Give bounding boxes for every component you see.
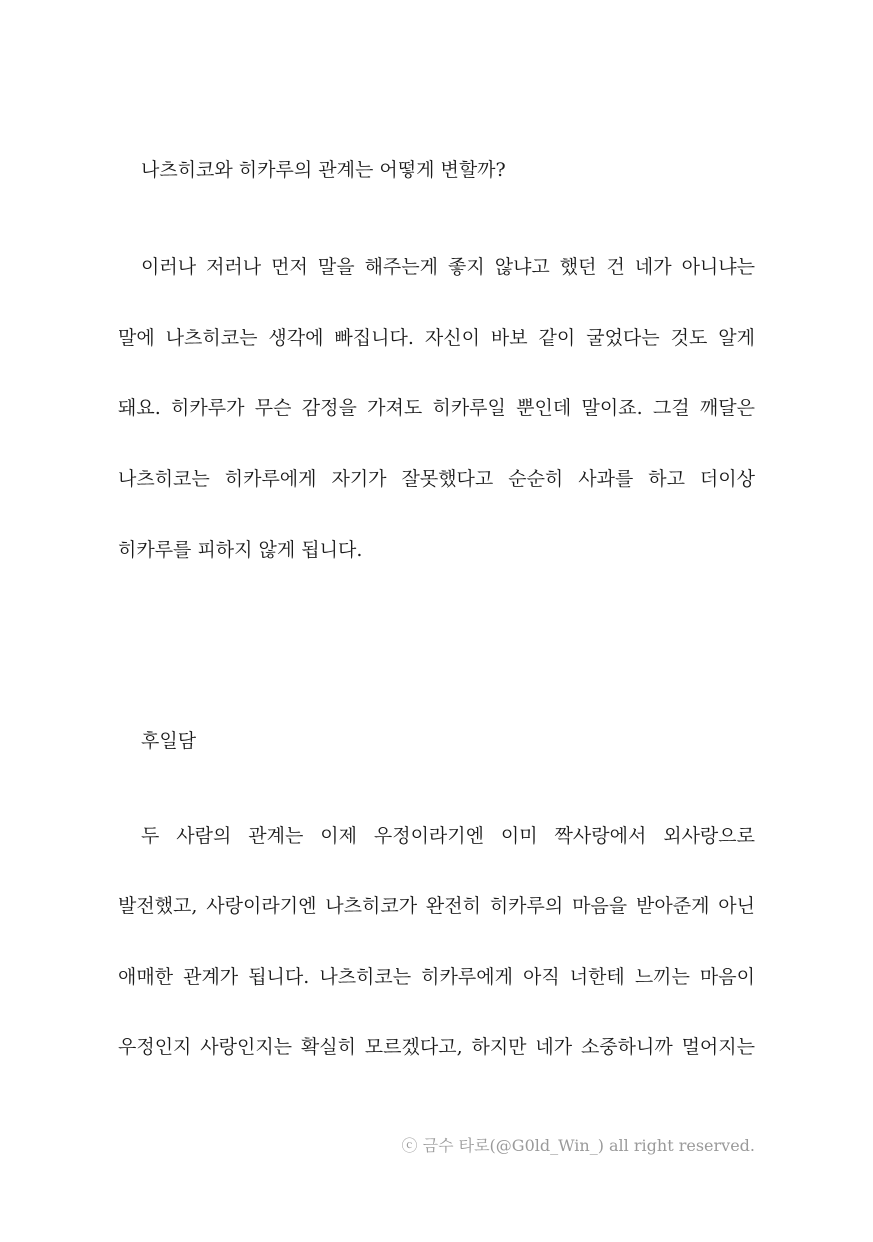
- paragraph2-line: 우정인지 사랑인지는 확실히 모르겠다고, 하지만 네가 소중하니까 멀어지는: [118, 1036, 755, 1058]
- paragraph1-line: 나츠히코는 히카루에게 자기가 잘못했다고 순순히 사과를 하고 더이상: [118, 468, 755, 490]
- paragraph2-line: 애매한 관계가 됩니다. 나츠히코는 히카루에게 아직 너한테 느끼는 마음이: [118, 966, 755, 988]
- copyright-footer: ⓒ 금수 타로(@G0ld_Win_) all right reserved.: [401, 1136, 755, 1155]
- heading-question: 나츠히코와 히카루의 관계는 어떻게 변할까?: [141, 159, 506, 181]
- paragraph1-line: 이러나 저러나 먼저 말을 해주는게 좋지 않냐고 했던 건 네가 아니냐는: [141, 256, 755, 278]
- paragraph2-line: 발전했고, 사랑이라기엔 나츠히코가 완전히 히카루의 마음을 받아준게 아닌: [118, 895, 755, 917]
- section-title: 후일담: [141, 730, 197, 752]
- paragraph1-line: 말에 나츠히코는 생각에 빠집니다. 자신이 바보 같이 굴었다는 것도 알게: [118, 327, 755, 349]
- paragraph2-line: 두 사람의 관계는 이제 우정이라기엔 이미 짝사랑에서 외사랑으로: [141, 825, 755, 847]
- paragraph1-line: 히카루를 피하지 않게 됩니다.: [118, 539, 363, 561]
- paragraph1-line: 돼요. 히카루가 무슨 감정을 가져도 히카루일 뿐인데 말이죠. 그걸 깨달은: [118, 397, 755, 419]
